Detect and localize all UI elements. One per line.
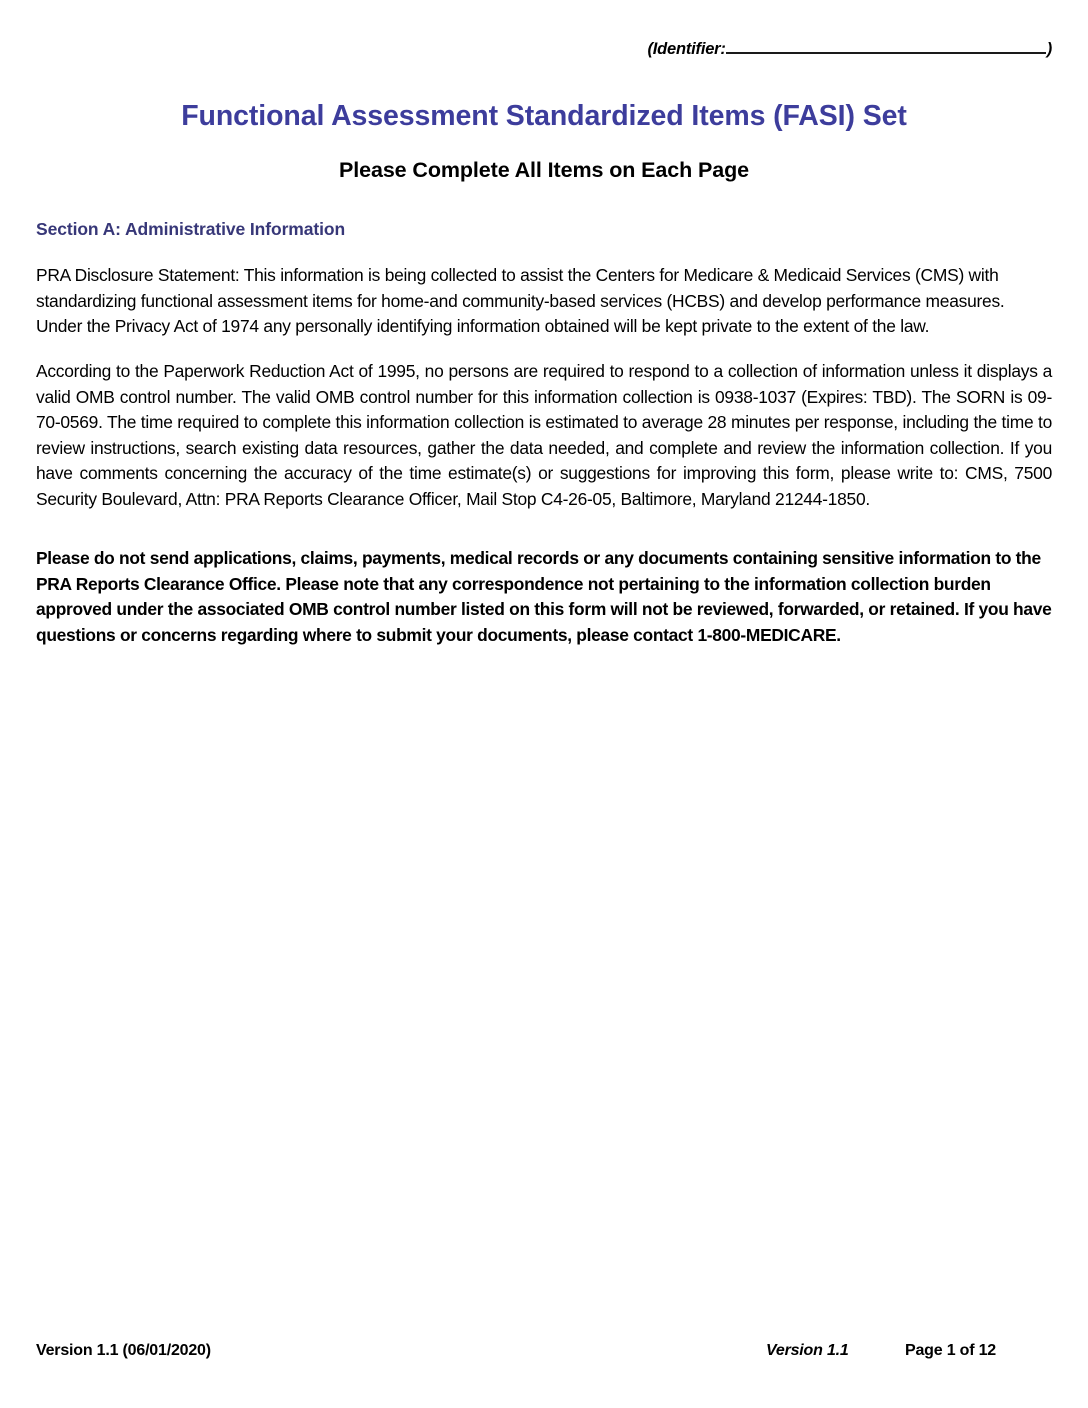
footer-version: Version 1.1 <box>766 1342 849 1359</box>
identifier-close-paren: ) <box>1046 40 1052 58</box>
page-title: Functional Assessment Standardized Items (FASI) Set <box>181 100 907 132</box>
paperwork-reduction-act-paragraph: According to the Paperwork Reduction Act of 1995, no persons are required to respond to a collection of information unless it displays a valid OMB control number. The valid OMB control number for this information collection is 0938-1037 (Expires: TBD). The SORN is 09-70-0569. The time required to complete this information collection is estimated to average 28 minutes per response, including the time to review instructions, search existing data resources, gather the data needed, and complete and review the information collection. If you have comments concerning the accuracy of the time estimate(s) or suggestions for improving this form, please write to: CMS, 7500 Security Boulevard, Attn: PRA Reports Clearance Officer, Mail Stop C4-26-05, Baltimore, Maryland 21244-1850. <box>36 361 1052 509</box>
do-not-send-documents-notice: Please do not send applications, claims, payments, medical records or any documents containing sensitive information to the PRA Reports Clearance Office. Please note that any correspondence not pertaining to the information collection burden approved under the associated OMB control number listed on this form will not be reviewed, forwarded, or retained. If you have questions or concerns regarding where to submit your documents, please contact 1-800-MEDICARE. <box>36 548 1052 645</box>
identifier-label: (Identifier: <box>647 40 726 58</box>
page-footer <box>36 1342 1052 1366</box>
identifier-row <box>36 38 1052 68</box>
identifier-input[interactable] <box>726 38 1046 54</box>
footer-page-number: Page 1 of 12 <box>905 1342 996 1359</box>
page-subtitle: Please Complete All Items on Each Page <box>338 158 750 182</box>
identifier-field-group <box>647 38 1052 59</box>
section-heading-administrative-information: Section A: Administrative Information <box>36 219 346 239</box>
pra-disclosure-statement-paragraph: PRA Disclosure Statement: This information is being collected to assist the Centers for Medicare & Medicaid Services (CMS) with standardizing functional assessment items for home-and community-based services (HCBS) and develop performance measures. Under the Privacy Act of 1974 any personally identifying information obtained will be kept private to the extent of the law. <box>36 265 1005 337</box>
footer-version-date: Version 1.1 (06/01/2020) <box>36 1342 211 1359</box>
